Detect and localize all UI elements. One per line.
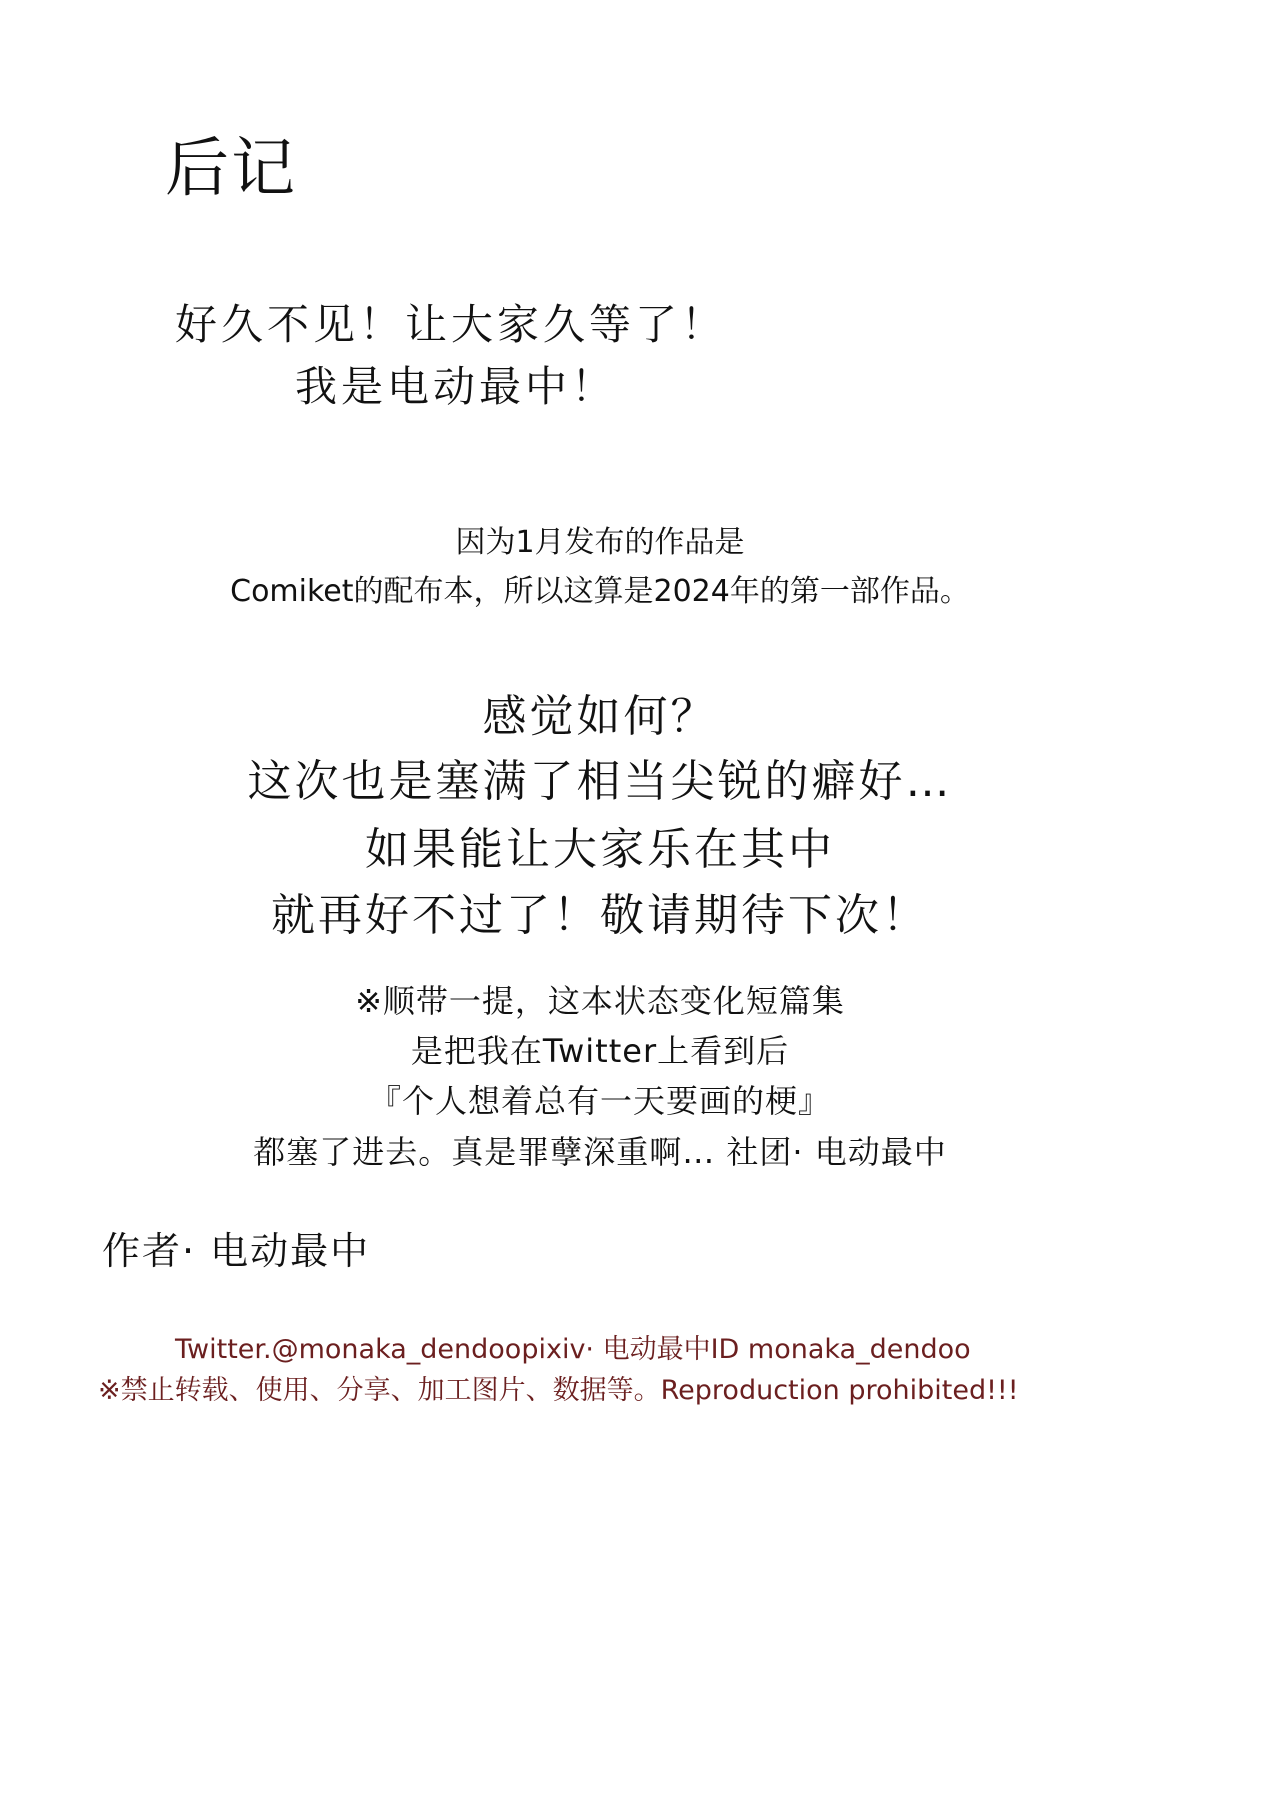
paragraph2-line-3: 如果能让大家乐在其中 [365, 824, 835, 875]
social-credit-line: Twitter.@monaka_dendoopixiv· 电动最中ID monaka_dendoo [175, 1334, 971, 1365]
paragraph3-line-3: 『个人想着总有一天要画的梗』 [368, 1082, 831, 1120]
page-title: 后记 [165, 132, 297, 206]
paragraph3-line-1: ※顺带一提，这本状态变化短篇集 [355, 982, 845, 1020]
paragraph3-line-4: 都塞了进去。真是罪孽深重啊… 社团· 电动最中 [253, 1133, 947, 1171]
paragraph1-line-2: Comiket的配布本，所以这算是2024年的第一部作品。 [230, 574, 970, 609]
copyright-notice: ※禁止转载、使用、分享、加工图片、数据等。Reproduction prohibited!!! [98, 1375, 1019, 1406]
paragraph3-line-2: 是把我在Twitter上看到后 [410, 1032, 790, 1070]
paragraph2-line-4: 就再好不过了！敬请期待下次！ [271, 890, 929, 941]
author-credit: 作者· 电动最中 [102, 1229, 371, 1273]
paragraph2-line-2: 这次也是塞满了相当尖锐的癖好… [247, 756, 953, 807]
greeting-line-2: 我是电动最中！ [295, 362, 618, 411]
paragraph1-line-1: 因为1月发布的作品是 [455, 525, 745, 560]
paragraph2-line-1: 感觉如何？ [482, 691, 718, 742]
greeting-line-1: 好久不见！让大家久等了！ [175, 300, 728, 349]
